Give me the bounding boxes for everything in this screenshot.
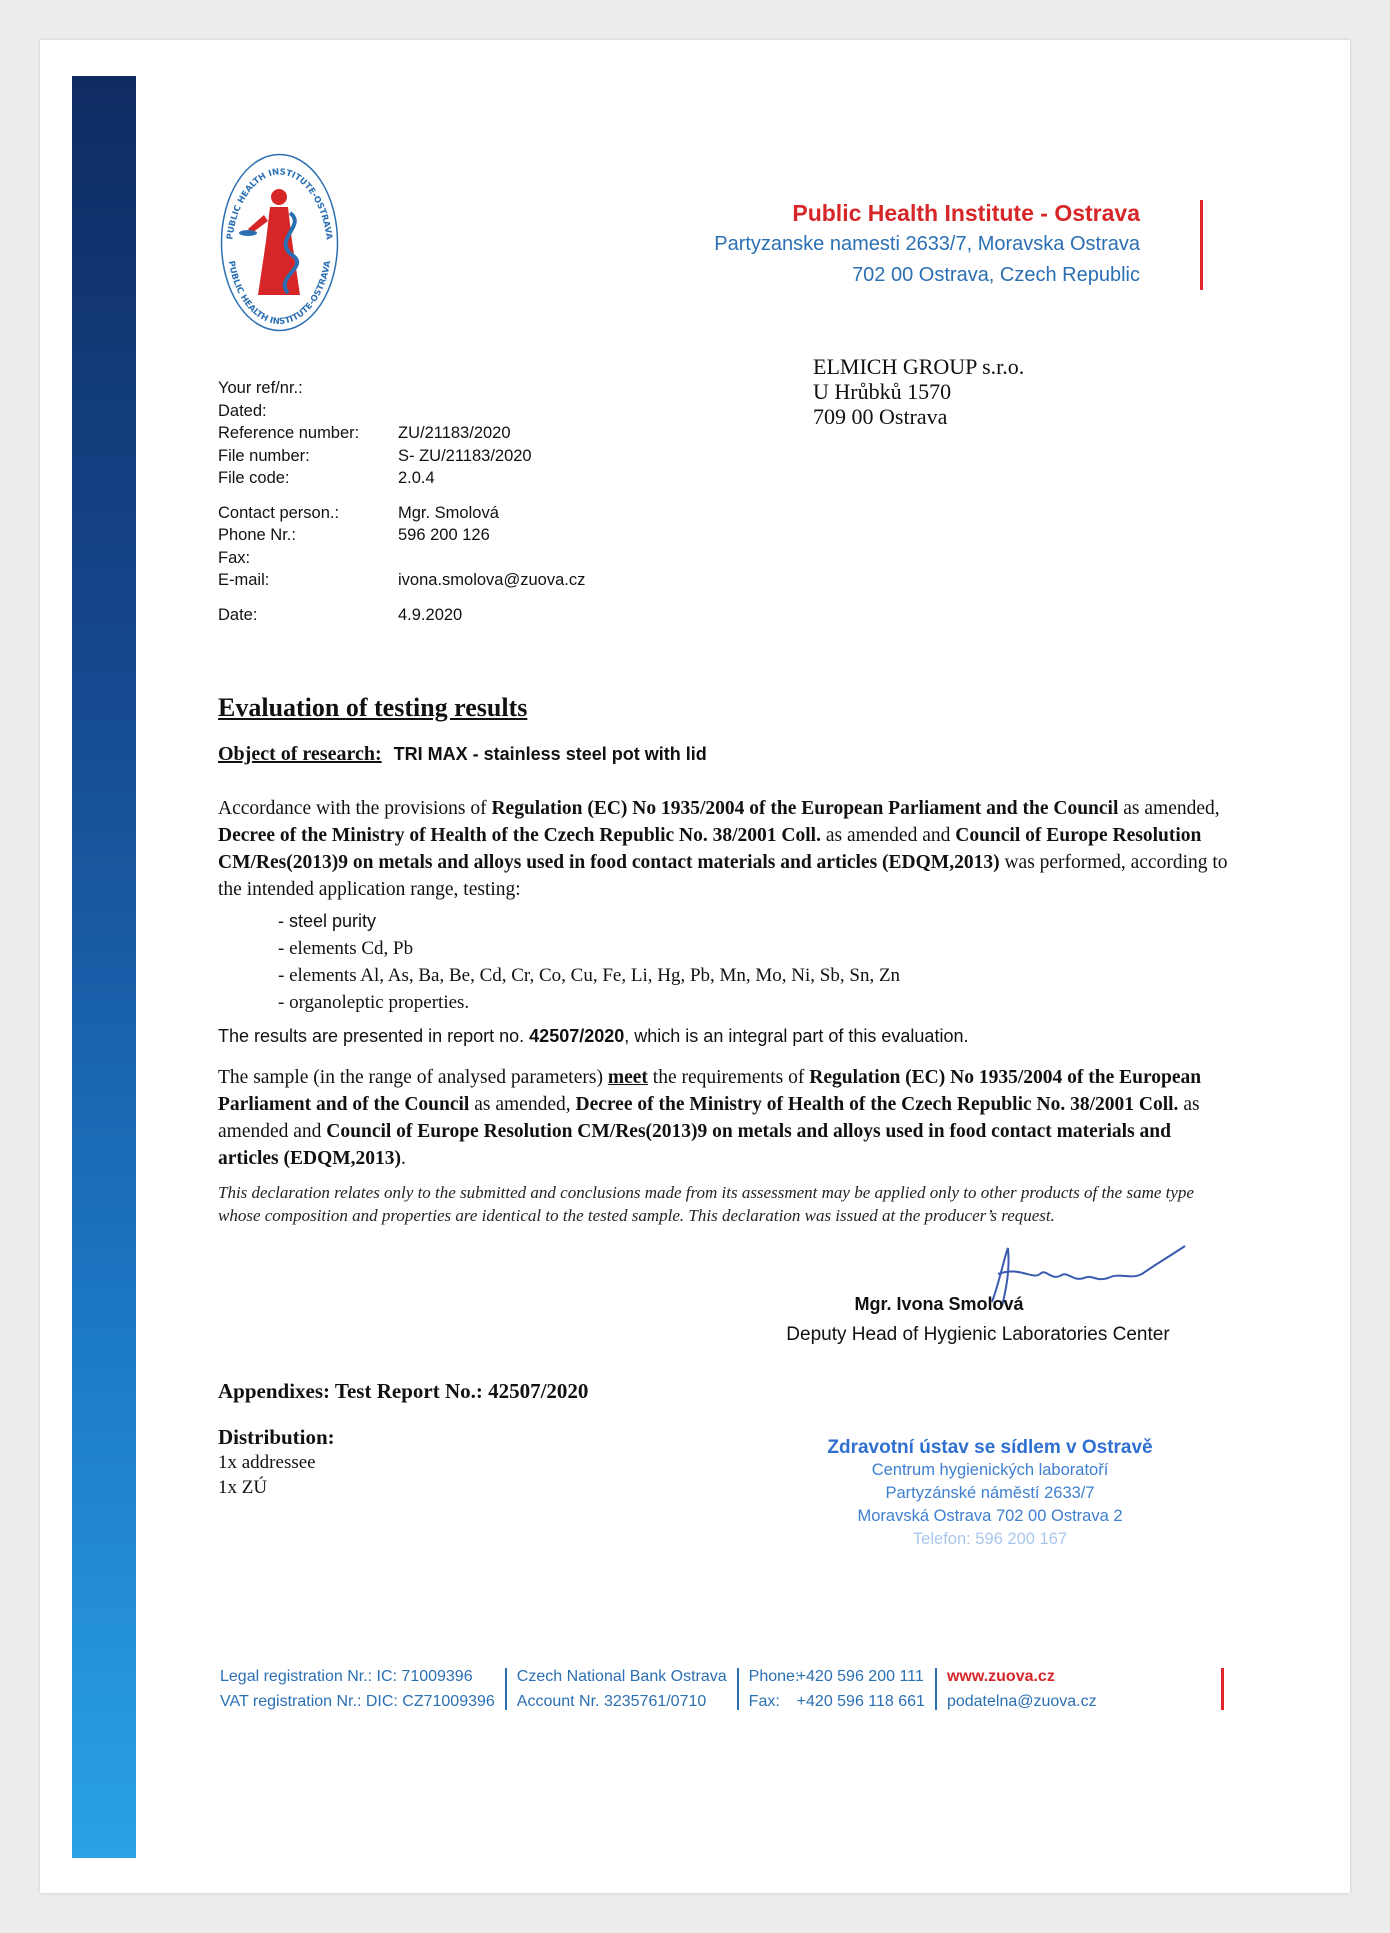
date-label: Date: (218, 605, 258, 624)
addressee-company: ELMICH GROUP s.r.o. (813, 354, 1025, 379)
institute-seal-logo (212, 145, 347, 340)
signer-title: Deputy Head of Hygienic Laboratories Center (786, 1324, 1170, 1345)
reference-block (218, 377, 585, 626)
hygieia-figure-icon (239, 189, 300, 295)
addressee-city: 709 00 Ostrava (813, 404, 948, 429)
p2-text-2: the requirements of (647, 1067, 810, 1088)
fax-label: Fax: (218, 548, 251, 567)
footer-red-divider (1221, 1668, 1224, 1710)
page-title: Evaluation of testing results (218, 693, 528, 722)
footer-bank-name: Czech National Bank Ostrava (516, 1668, 727, 1685)
institute-address-line2: 702 00 Ostrava, Czech Republic (852, 264, 1140, 286)
footer-account: Account Nr. 3235761/0710 (516, 1693, 707, 1710)
stamp-line-1: Zdravotní ústav se sídlem v Ostravě (827, 1437, 1153, 1458)
email-label: E-mail: (218, 571, 270, 589)
institute-address-line1: Partyzanske namesti 2633/7, Moravska Ostrava (714, 233, 1140, 255)
file-number-label: File number: (218, 446, 310, 465)
list-item: - elements Al, As, Ba, Be, Cd, Cr, Co, Cu, Fe, Li, Hg, Pb, Mn, Mo, Ni, Sb, Sn, Zn (278, 965, 901, 986)
institute-name: Public Health Institute - Ostrava (792, 200, 1140, 226)
p1-text-4: was performed, according to the intended application range, testing: (218, 852, 1228, 900)
p1-text-2: as amended, (1118, 798, 1220, 819)
footer-vat-registration: VAT registration Nr.: DIC: CZ71009396 (220, 1693, 495, 1710)
email-value: ivona.smolova@zuova.cz (398, 571, 586, 589)
p2-text-3: as amended, (469, 1094, 576, 1115)
addressee-block (813, 354, 1024, 429)
institute-header (714, 198, 1140, 291)
footer-registration (220, 1664, 505, 1714)
footer-phone-label: Phone: (748, 1668, 800, 1685)
file-code-value: 2.0.4 (398, 469, 435, 487)
list-item: - steel purity (278, 911, 377, 931)
signer-name: Mgr. Ivona Smolová (854, 1294, 1024, 1314)
p1-text-1: Accordance with the provisions of (218, 798, 492, 819)
footer-web (937, 1664, 1107, 1714)
p2-bold-resolution: Council of Europe Resolution CM/Res(2013)9 on metals and alloys used in food contact materials and articles (EDQM,2013) (218, 1121, 1171, 1169)
footer-fax: +420 596 118 661 (796, 1693, 925, 1710)
left-blue-bar (72, 76, 136, 1858)
appendix-line: Appendixes: Test Report No.: 42507/2020 (218, 1379, 589, 1403)
list-item: - elements Cd, Pb (278, 938, 414, 959)
footer-phone: +420 596 200 111 (796, 1668, 924, 1685)
distribution-item: 1x ZÚ (218, 1477, 268, 1498)
seal-text-top: PUBLIC HEALTH INSTITUTE-OSTRAVA (225, 167, 334, 241)
distribution-block (218, 1425, 335, 1500)
stamp-line-3: Partyzánské náměstí 2633/7 (885, 1484, 1095, 1502)
stamp-line-2: Centrum hygienických laboratoří (871, 1461, 1109, 1479)
object-of-research (218, 743, 707, 766)
object-value: TRI MAX - stainless steel pot with lid (393, 744, 707, 764)
letter-page (40, 40, 1350, 1893)
file-code-label: File code: (218, 469, 290, 487)
p2-text-1: The sample (in the range of analysed parameters) (218, 1067, 608, 1088)
disclaimer: This declaration relates only to the submitted and conclusions made from its assessment may be applied only to other products of the same type whose composition and properties are identical to the tested sample. This declaration was issued at the producer’s request. (218, 1183, 1194, 1225)
your-ref-label: Your ref/nr.: (218, 379, 303, 397)
footer-fax-label: Fax: (748, 1693, 780, 1710)
p2-bold-regulation: Regulation (EC) No 1935/2004 of the European Parliament and of the Council (218, 1067, 1202, 1115)
list-item: - organoleptic properties. (278, 992, 470, 1013)
footer-email-link[interactable]: podatelna@zuova.cz (946, 1693, 1097, 1710)
seal-text-bottom: PUBLIC HEALTH INSTITUTE-OSTRAVA (225, 260, 334, 328)
stamp-line-5: Telefon: 596 200 167 (912, 1530, 1068, 1548)
results-statement (218, 1026, 968, 1047)
p1-bold-regulation: Regulation (EC) No 1935/2004 of the European Parliament and the Council (491, 798, 1119, 819)
institute-stamp (760, 1436, 1220, 1551)
p2-meet: meet (607, 1067, 648, 1088)
contact-person-value: Mgr. Smolová (398, 503, 499, 522)
phone-label: Phone Nr.: (218, 526, 296, 544)
footer (220, 1664, 1107, 1714)
footer-bank (507, 1664, 737, 1714)
stamp-line-4: Moravská Ostrava 702 00 Ostrava 2 (857, 1507, 1123, 1525)
paragraph-accordance (218, 795, 1228, 903)
results-text-2: , which is an integral part of this evaluation. (624, 1026, 969, 1046)
paragraph-conclusion (218, 1064, 1208, 1172)
p2-bold-decree: Decree of the Ministry of Health of the Czech Republic No. 38/2001 Coll. (575, 1094, 1179, 1115)
contact-person-label: Contact person.: (218, 503, 340, 522)
results-text-1: The results are presented in report no. (218, 1026, 530, 1046)
dated-label: Dated: (218, 401, 267, 420)
p1-bold-decree: Decree of the Ministry of Health of the Czech Republic No. 38/2001 Coll. (218, 825, 821, 846)
p1-text-3: as amended and (820, 825, 956, 846)
p2-text-5: . (401, 1148, 406, 1169)
p2-text-4: as amended and (218, 1094, 1200, 1142)
tests-list (278, 908, 900, 1016)
report-number: 42507/2020 (529, 1026, 625, 1046)
p1-bold-resolution: Council of Europe Resolution CM/Res(2013)9 on metals and alloys used in food contact materials and articles (EDQM,2013) (218, 825, 1202, 873)
distribution-heading: Distribution: (218, 1425, 335, 1449)
reference-number-value: ZU/21183/2020 (398, 424, 511, 442)
footer-website-link[interactable]: www.zuova.cz (946, 1668, 1055, 1685)
header-red-divider (1200, 200, 1203, 290)
reference-number-label: Reference number: (218, 424, 360, 442)
distribution-item: 1x addressee (218, 1452, 316, 1473)
object-label: Object of research: (218, 743, 382, 765)
footer-phone-fax (739, 1664, 935, 1714)
addressee-street: U Hrůbků 1570 (813, 379, 952, 404)
phone-value: 596 200 126 (398, 526, 490, 544)
date-value: 4.9.2020 (398, 605, 463, 624)
file-number-value: S- ZU/21183/2020 (398, 446, 532, 465)
footer-legal-registration: Legal registration Nr.: IC: 71009396 (220, 1668, 473, 1685)
